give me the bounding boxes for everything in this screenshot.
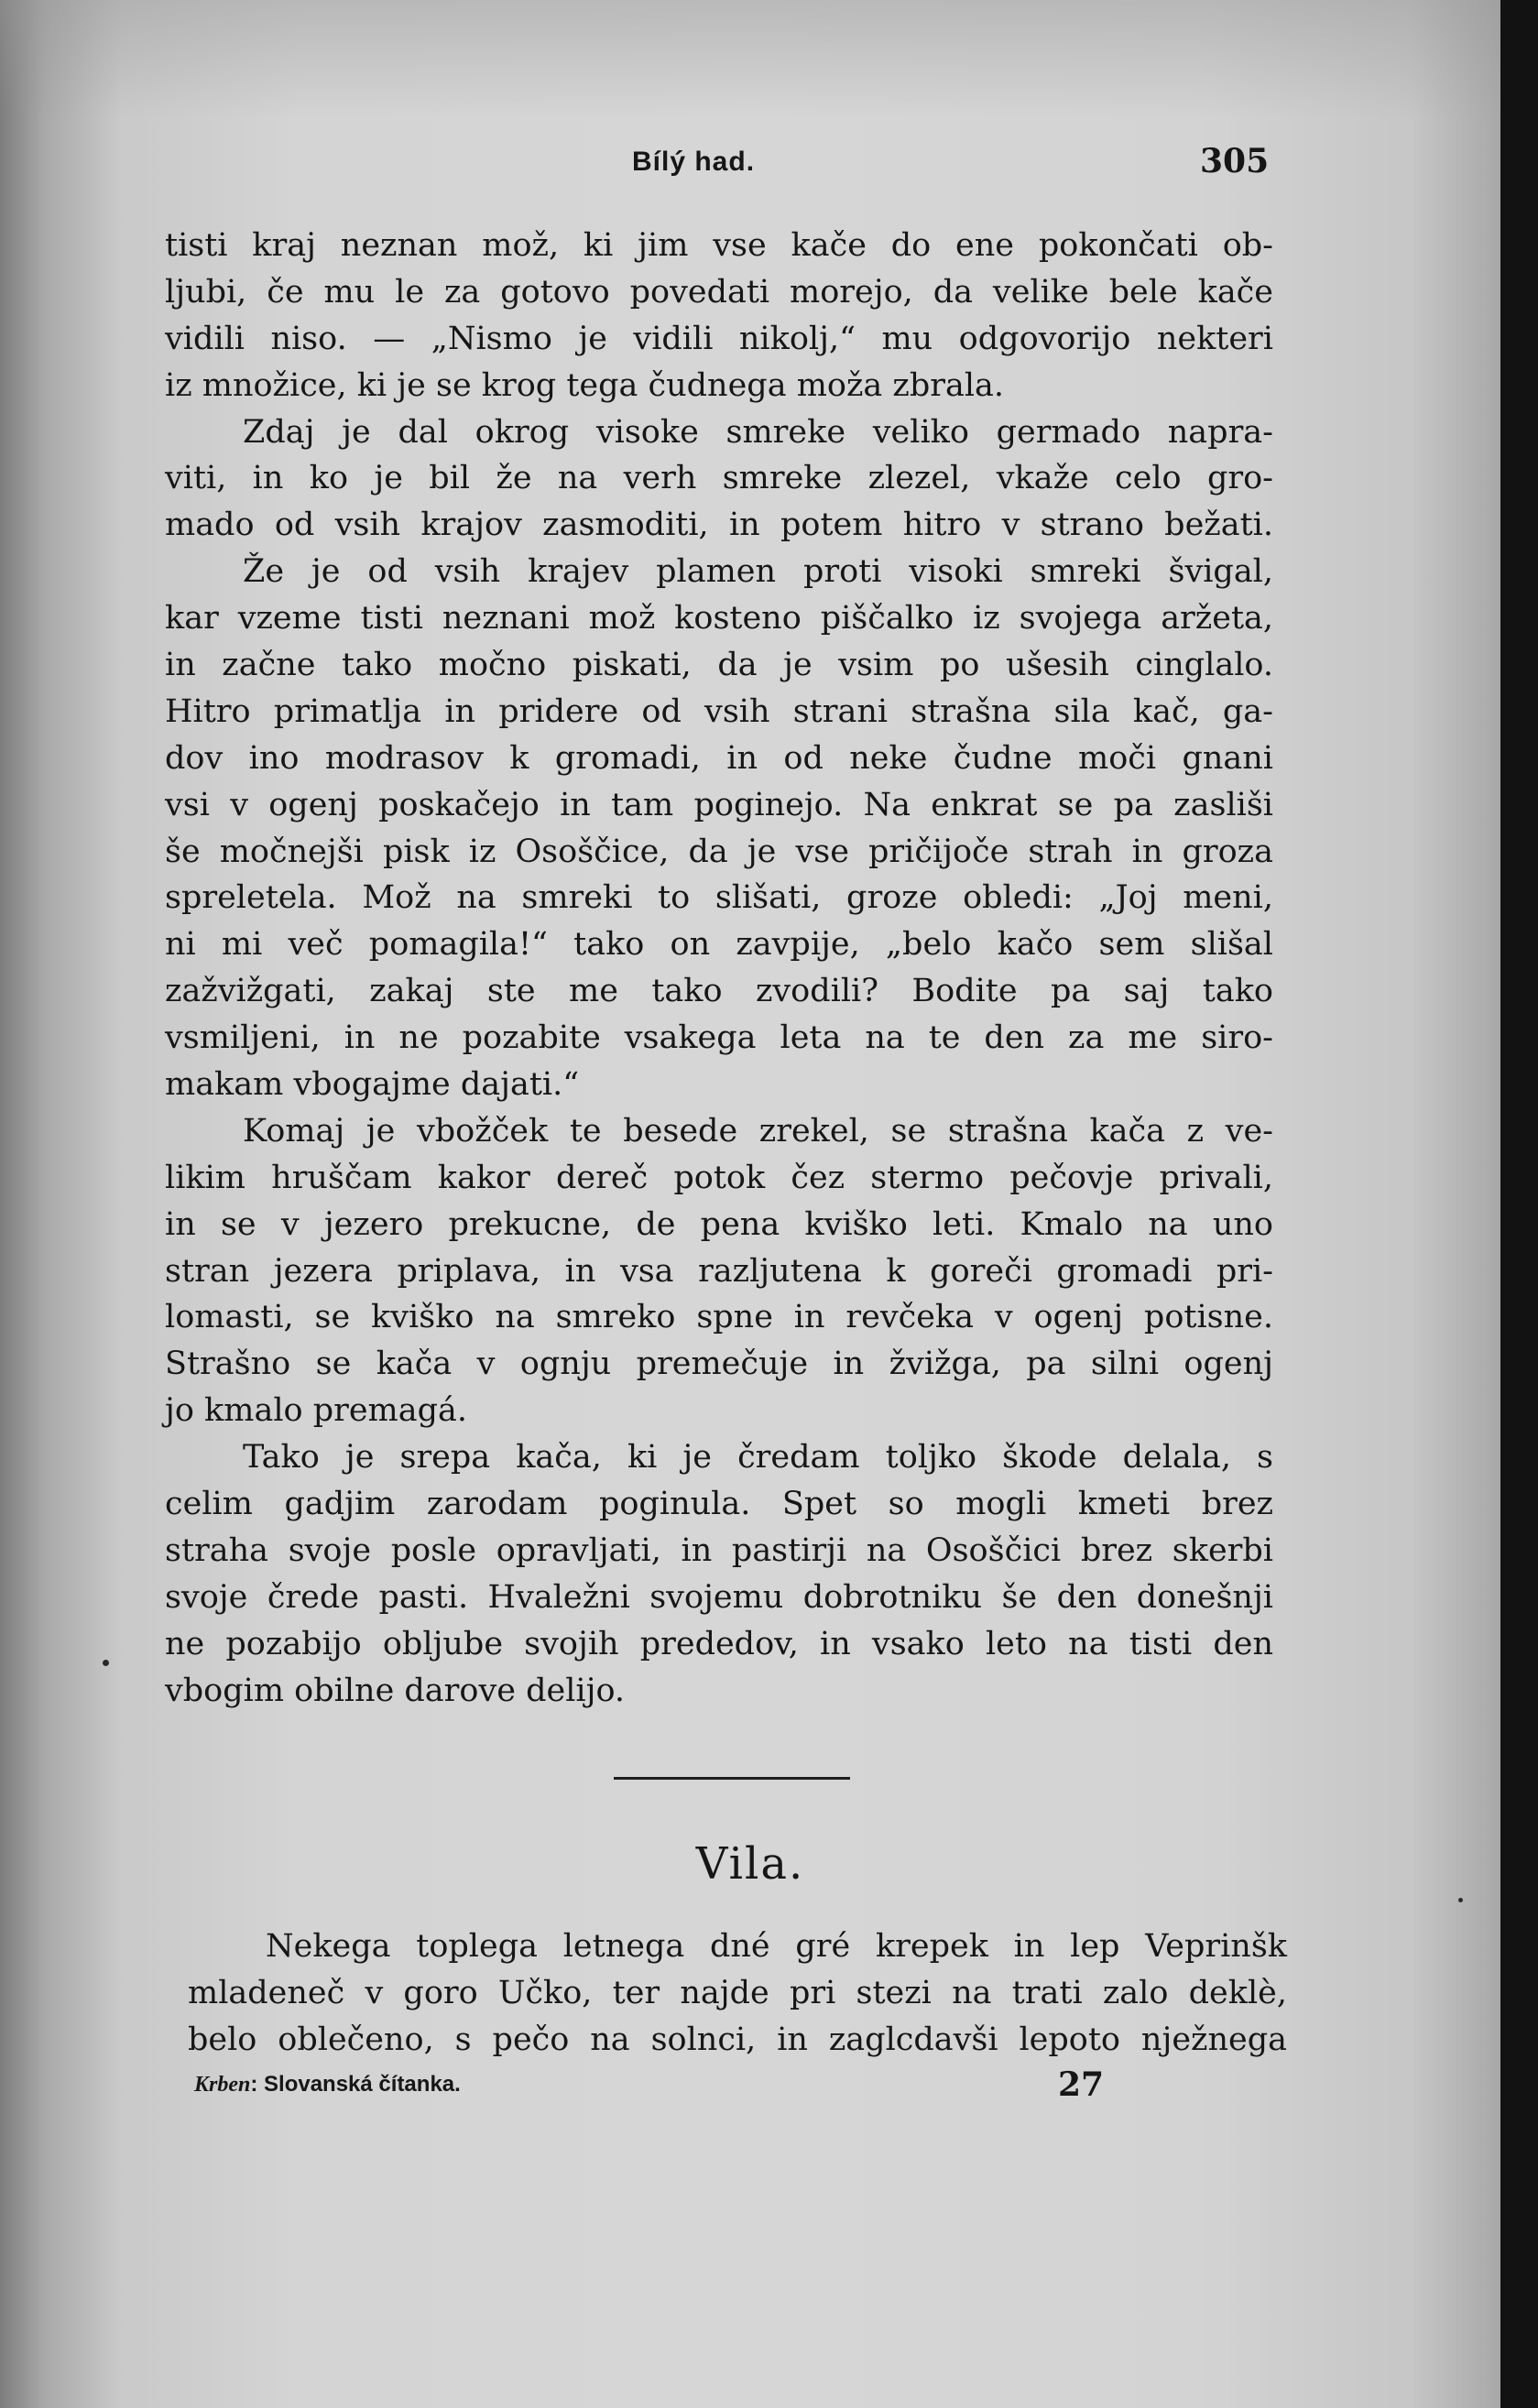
text-line: iz množice, ki je se krog tega čudnega moža zbrala. <box>165 366 1005 404</box>
ink-speck <box>1458 1898 1463 1902</box>
text-line: straha svoje posle opravljati, in pastirji na Osoščici brez skerbi <box>165 1531 1273 1569</box>
text-line: likim hruščam kakor dereč potok čez stermo pečovje privali, <box>165 1159 1273 1196</box>
scan-dark-edge <box>1500 0 1538 2408</box>
text-line: makam vbogajme dajati.“ <box>165 1066 580 1104</box>
text-line: vsmiljeni, in ne pozabite vsakega leta na te den za me siro- <box>165 1019 1273 1057</box>
text-line: vidili niso. — „Nismo je vidili nikolj,“ mu odgovorijo nekteri <box>165 320 1273 357</box>
text-line: svoje črede pasti. Hvaležni svojemu dobrotniku še den donešnji <box>165 1578 1273 1616</box>
text-line: celim gadjim zarodam poginula. Spet so mogli kmeti brez <box>165 1486 1273 1523</box>
text-line: ne pozabijo obljube svojih prededov, in vsako leto na tisti den <box>165 1625 1273 1662</box>
text-line: Hitro primatlja in pridere od vsih strani strašna sila kač, ga- <box>165 692 1273 730</box>
text-line: in se v jezero prekucne, de pena kviško leti. Kmalo na uno <box>165 1205 1273 1243</box>
paragraph-first-line: Komaj je vbožček te besede zrekel, se strašna kača z ve- <box>243 1112 1273 1150</box>
paragraph-first-line: Nekega toplega letnega dné gré krepek in lep Veprinšk <box>266 1928 1287 1965</box>
text-line: mado od vsih krajov zasmoditi, in potem hitro v strano bežati. <box>165 507 1273 544</box>
paragraph-first-line: Zdaj je dal okrog visoke smreke veliko germado napra- <box>243 413 1273 451</box>
text-line: ni mi več pomagila!“ tako on zavpije, „belo kačo sem slišal <box>165 926 1273 964</box>
running-title: Bílý had. <box>632 147 756 177</box>
text-line: in začne tako močno piskati, da je vsim po ušesih cinglalo. <box>165 647 1273 684</box>
text-line: vsi v ogenj poskačejo in tam poginejo. Na enkrat se pa zasliši <box>165 786 1273 823</box>
text-line: ljubi, če mu le za gotovo povedati morejo, da velike bele kače <box>165 273 1273 311</box>
text-line: spreletela. Mož na smreki to slišati, groze obledi: „Joj meni, <box>165 879 1273 917</box>
text-line: kar vzeme tisti neznani mož kosteno piščalko iz svojega aržeta, <box>165 600 1273 637</box>
page-number: 305 <box>1200 142 1270 180</box>
text-line: tisti kraj neznan mož, ki jim vse kače do ene pokončati ob- <box>165 227 1273 264</box>
ink-speck <box>103 1660 109 1666</box>
section-title: Vila. <box>695 1838 805 1890</box>
text-line: zažvižgati, zakaj ste me tako zvodili? Bodite pa saj tako <box>165 973 1273 1010</box>
text-line: še močnejši pisk iz Osoščice, da je vse pričijoče strah in groza <box>165 833 1273 870</box>
text-line: Strašno se kača v ognju premečuje in žvižga, pa silni ogenj <box>165 1346 1273 1383</box>
text-line: mladeneč v goro Učko, ter najde pri stezi na trati zalo deklè, <box>188 1975 1287 2011</box>
paragraph-first-line: Že je od vsih krajev plamen proti visoki smreki švigal, <box>243 553 1273 591</box>
footer-source-title: : Slovanská čítanka. <box>250 2072 461 2097</box>
section-divider-rule <box>614 1777 850 1780</box>
text-line: belo oblečeno, s pečo na solnci, in zaglcdavši lepoto nježnega <box>188 2021 1287 2058</box>
footer-source-line <box>194 2072 461 2097</box>
printer-signature-mark: 27 <box>1058 2065 1105 2104</box>
paragraph-first-line: Tako je srepa kača, ki je čredam toljko škode delala, s <box>243 1439 1273 1476</box>
text-line: stran jezera priplava, in vsa razljutena k goreči gromadi pri- <box>165 1252 1273 1290</box>
text-line: dov ino modrasov k gromadi, in od neke čudne moči gnani <box>165 739 1273 777</box>
main-text-block <box>165 223 1273 1715</box>
text-line: lomasti, se kviško na smreko spne in revčeka v ogenj potisne. <box>165 1299 1273 1336</box>
text-line: viti, in ko je bil že na verh smreke zlezel, vkaže celo gro- <box>165 460 1273 497</box>
text-line: vbogim obilne darove delijo. <box>165 1672 626 1709</box>
section-text-block <box>188 1923 1287 2064</box>
footer-author: Krben <box>194 2073 251 2097</box>
text-line: jo kmalo premagá. <box>165 1392 468 1430</box>
